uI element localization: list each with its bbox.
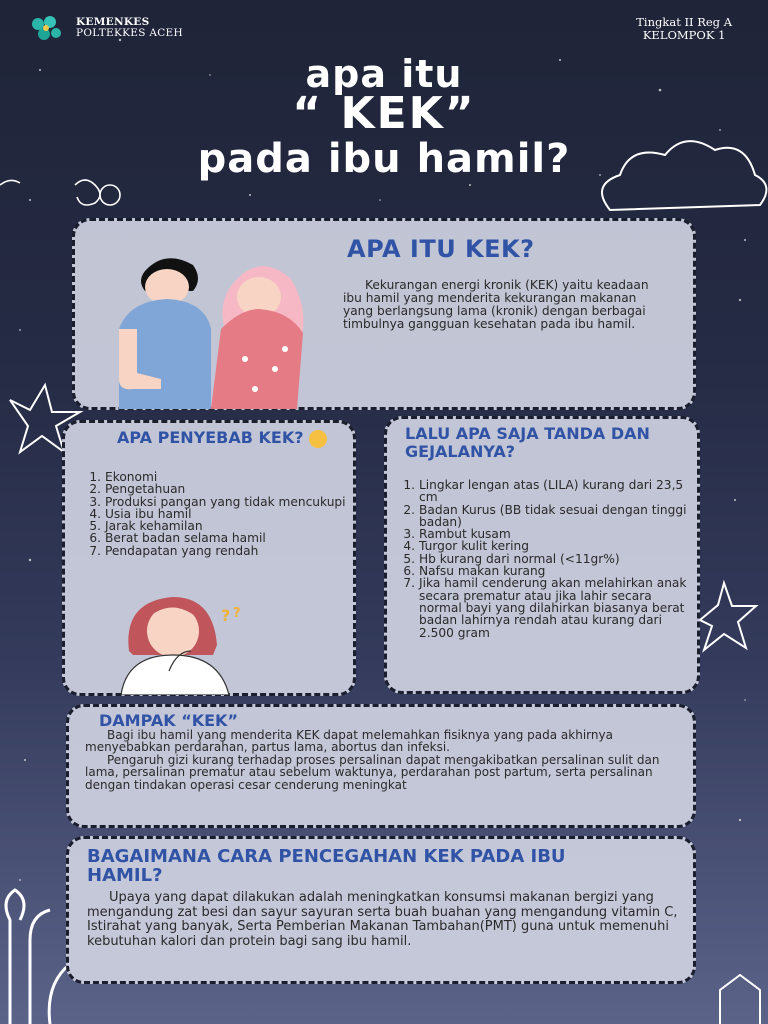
list-item: 7. Jika hamil cenderung akan melahirkan anak secara prematur atau jika lahir secara normal bayi yang dilahirkan biasanya berat badan lahirnya rendah atau kurang dari 2.500 gram <box>403 576 687 640</box>
list-item: 5. Hb kurang dari normal (<11gr%) <box>403 551 620 566</box>
page-title-line3: pada ibu hamil? <box>197 136 571 182</box>
logo-title: KEMENKES <box>76 16 150 28</box>
causes-list <box>85 471 355 557</box>
list-item: 5. Jarak kehamilan <box>89 519 203 534</box>
kemenkes-logo-icon <box>28 14 70 42</box>
couple-illustration <box>95 249 335 409</box>
plant-doodle-icon <box>6 890 70 1024</box>
page-title-line1: apa itu <box>305 52 463 96</box>
list-item: 2. Badan Kurus (BB tidak sesuai dengan tinggi badan) <box>403 502 687 529</box>
list-item: 2. Pengetahuan <box>89 482 186 497</box>
symptoms-heading: LALU APA SAJA TANDA DAN GEJALANYA? <box>405 424 650 461</box>
list-item: 4. Turgor kulit kering <box>403 539 529 554</box>
list-item: 6. Nafsu makan kurang <box>403 564 546 579</box>
class-label: Tingkat II Reg A <box>636 15 732 29</box>
impact-paragraph-2: Pengaruh gizi kurang terhadap proses persalinan dapat mengakibatkan persalinan sulit dan lama, persalinan prematur atau sebelum waktunya, perdarahan post partum, serta persalinan dengan tindakan operasi cesar cenderung meningkat <box>85 752 660 792</box>
list-item: 6. Berat badan selama hamil <box>89 531 266 546</box>
list-item: 3. Rambut kusam <box>403 527 511 542</box>
prevention-body: Upaya yang dapat dilakukan adalah meningkatkan konsumsi makanan bergizi yang mengandung zat besi dan sayur sayuran serta buah buahan yang mengandung vitamin C, Istirahat yang banyak, Serta Pemberian Makanan Tambahan(PMT) guna untuk memenuhi kebutuhan kalori dan protein bagi sang ibu hamil. <box>87 890 678 949</box>
symptoms-list <box>399 479 695 639</box>
impact-heading: DAMPAK “KEK” <box>99 711 238 730</box>
svg-text:?: ? <box>221 606 231 625</box>
group-info <box>636 16 732 42</box>
impact-body <box>85 729 689 791</box>
svg-text:?: ? <box>233 606 241 621</box>
list-item: 1. Lingkar lengan atas (LILA) kurang dari 23,5 cm <box>403 478 684 505</box>
thinking-face-icon <box>309 430 327 448</box>
prevention-card <box>66 836 696 984</box>
prevention-heading: BAGAIMANA CARA PENCEGAHAN KEK PADA IBU HAMIL? <box>87 846 566 886</box>
symptoms-card <box>384 416 700 694</box>
list-item: 3. Produksi pangan yang tidak mencukupi <box>89 494 346 509</box>
definition-card <box>72 218 696 410</box>
list-item: 1. Ekonomi <box>89 470 158 484</box>
star-doodle-icon <box>700 583 756 650</box>
impact-card <box>66 704 696 828</box>
causes-card <box>62 420 356 696</box>
list-item: 4. Usia ibu hamil <box>89 506 192 521</box>
causes-heading: APA PENYEBAB KEK? <box>117 429 347 448</box>
list-item: 7. Pendapatan yang rendah <box>89 543 259 558</box>
impact-paragraph-1: Bagi ibu hamil yang menderita KEK dapat melemahkan fisiknya yang pada akhirnya menyebabkan perdarahan, partus lama, abortus dan infeksi. <box>85 728 613 755</box>
thinking-woman-illustration <box>109 591 249 695</box>
logo-subtitle: POLTEKKES ACEH <box>76 27 183 39</box>
definition-body: Kekurangan energi kronik (KEK) yaitu keadaan ibu hamil yang menderita kekurangan makanan yang berlangsung lama (kronik) dengan berbagai timbulnya gangguan kesehatan pada ibu hamil. <box>343 278 649 331</box>
definition-heading: APA ITU KEK? <box>347 235 535 263</box>
group-label: KELOMPOK 1 <box>642 28 726 42</box>
page-title-line2: “ KEK” <box>292 88 476 139</box>
logo <box>28 14 183 42</box>
